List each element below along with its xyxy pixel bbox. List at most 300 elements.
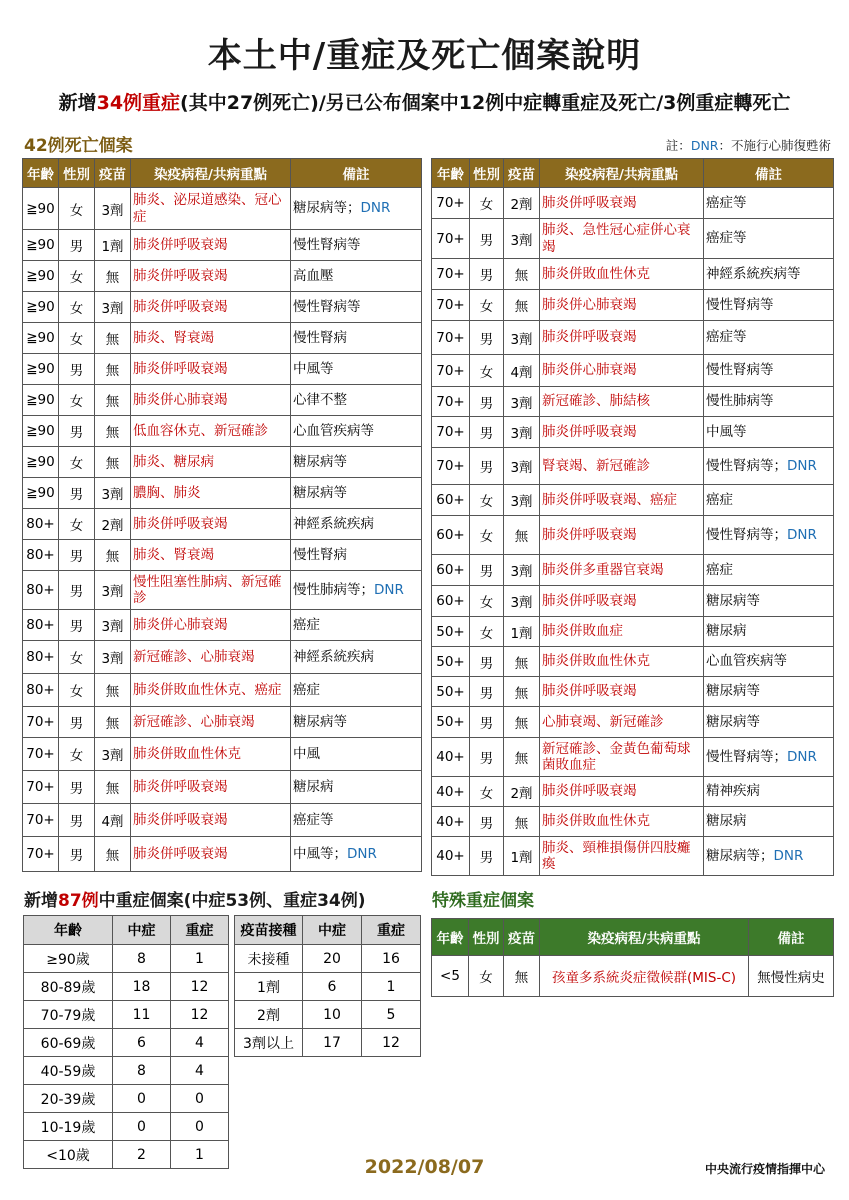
age-cell: ≧90 (23, 447, 59, 478)
subtitle-highlight: 34例重症 (96, 92, 181, 114)
vaccine-cell: 無 (95, 416, 131, 447)
moderate-count: 20 (303, 945, 362, 973)
remarks-cell (291, 354, 422, 385)
special-col-header-remarks: 備註 (749, 919, 834, 956)
table-row (432, 617, 834, 647)
vaccine-cell: 1劑 (95, 230, 131, 261)
remarks-text: 中風等； (293, 845, 347, 862)
remarks-cell (704, 707, 834, 738)
condition-cell: 心肺衰竭、新冠確診 (540, 707, 704, 738)
age-cell: 80+ (23, 509, 59, 540)
condition-cell: 肺炎併敗血性休克 (131, 738, 291, 771)
age-cell: ≧90 (23, 261, 59, 292)
vaccine-breakdown-table (234, 915, 421, 1057)
condition-cell: 肺炎併敗血性休克 (540, 807, 704, 837)
vaccine-cell: 2劑 (504, 777, 540, 807)
condition-cell: 肺炎併呼吸衰竭 (540, 777, 704, 807)
table-row (235, 1029, 421, 1057)
remarks-text: 神經系統疾病 (293, 648, 374, 665)
condition-cell: 肺炎併呼吸衰竭、癌症 (540, 485, 704, 516)
sex-cell: 女 (59, 447, 95, 478)
remarks-text: 心律不整 (293, 391, 347, 408)
condition-cell: 肺炎併呼吸衰竭 (131, 261, 291, 292)
remarks-cell (291, 804, 422, 837)
remarks-cell (291, 447, 422, 478)
remarks-cell (704, 647, 834, 677)
condition-cell: 肺炎併敗血症 (540, 617, 704, 647)
remarks-text: 糖尿病等 (293, 713, 347, 730)
vaccine-cell: 4劑 (504, 355, 540, 387)
remarks-text: 心血管疾病等 (293, 422, 374, 439)
sex-cell: 女 (59, 261, 95, 292)
age-cell: 80+ (23, 610, 59, 641)
moderate-count: 11 (113, 1001, 171, 1029)
age-cell: 70+ (23, 771, 59, 804)
vax-col-header-severe: 重症 (362, 916, 421, 945)
sex-cell: 男 (470, 417, 504, 448)
remarks-text: 糖尿病 (293, 778, 334, 795)
remarks-cell (291, 323, 422, 354)
sex-cell: 女 (59, 385, 95, 416)
death-table-right (431, 158, 834, 876)
sex-cell: 女 (470, 188, 504, 219)
vaccine-cell: 無 (95, 261, 131, 292)
sex-cell: 男 (59, 230, 95, 261)
remarks-text: 慢性腎病等 (293, 298, 361, 315)
moderate-count: 2 (113, 1141, 171, 1169)
moderate-count: 8 (113, 1057, 171, 1085)
remarks-cell (291, 738, 422, 771)
severe-count: 0 (171, 1085, 229, 1113)
moderate-count: 8 (113, 945, 171, 973)
row-label: ≥90歲 (24, 945, 113, 973)
condition-cell: 肺炎併呼吸衰竭 (540, 188, 704, 219)
vaccine-cell: 3劑 (504, 485, 540, 516)
age-cell: 70+ (23, 707, 59, 738)
remarks-cell (291, 261, 422, 292)
sex-cell: 男 (470, 387, 504, 417)
condition-cell: 新冠確診、肺結核 (540, 387, 704, 417)
condition-cell: 新冠確診、心肺衰竭 (131, 641, 291, 674)
table-row (432, 738, 834, 777)
special-age: <5 (432, 956, 469, 997)
remarks-cell (704, 555, 834, 586)
moderate-count: 18 (113, 973, 171, 1001)
remarks-text: 高血壓 (293, 267, 334, 284)
special-col-header-sex: 性別 (469, 919, 504, 956)
remarks-text: 癌症等 (706, 230, 747, 247)
row-label: 20-39歲 (24, 1085, 113, 1113)
condition-cell: 肺炎併多重器官衰竭 (540, 555, 704, 586)
severe-count: 4 (171, 1057, 229, 1085)
table-row (432, 555, 834, 586)
condition-cell: 肺炎併呼吸衰竭 (131, 509, 291, 540)
condition-cell: 肺炎、腎衰竭 (131, 323, 291, 354)
condition-cell: 肺炎併呼吸衰竭 (540, 417, 704, 448)
table-row (432, 707, 834, 738)
col-header-remarks: 備註 (704, 159, 834, 188)
age-cell: 70+ (23, 804, 59, 837)
table-row (23, 804, 422, 837)
subtitle (0, 88, 849, 115)
remarks-cell (704, 837, 834, 876)
table-row (235, 1001, 421, 1029)
age-cell: 70+ (23, 837, 59, 872)
remarks-text: 糖尿病等； (706, 847, 774, 864)
table-row (24, 1029, 229, 1057)
row-label: 80-89歲 (24, 973, 113, 1001)
age-cell: 80+ (23, 641, 59, 674)
sex-cell: 男 (470, 259, 504, 290)
remarks-cell (704, 738, 834, 777)
new-cases-section-title (24, 886, 366, 911)
vaccine-cell: 3劑 (95, 571, 131, 610)
vaccine-cell: 無 (504, 707, 540, 738)
sex-cell: 男 (470, 219, 504, 259)
special-case-table (431, 918, 834, 997)
dnr-tag: DNR (360, 200, 391, 217)
remarks-text: 慢性腎病 (293, 546, 347, 563)
table-row (24, 973, 229, 1001)
vaccine-cell: 3劑 (504, 417, 540, 448)
vaccine-cell: 無 (504, 647, 540, 677)
moderate-count: 0 (113, 1113, 171, 1141)
age-cell: 70+ (432, 417, 470, 448)
table-row (23, 478, 422, 509)
remarks-cell (291, 416, 422, 447)
vax-col-header-moderate: 中症 (303, 916, 362, 945)
dnr-tag: DNR (347, 845, 377, 862)
moderate-count: 6 (303, 973, 362, 1001)
remarks-text: 神經系統疾病等 (706, 265, 801, 282)
sex-cell: 男 (470, 807, 504, 837)
organization-name: 中央流行疫情指揮中心 (704, 1162, 825, 1176)
condition-cell: 膿胸、肺炎 (131, 478, 291, 509)
severe-count: 4 (171, 1029, 229, 1057)
sex-cell: 男 (59, 804, 95, 837)
condition-cell: 肺炎併敗血性休克、癌症 (131, 674, 291, 707)
sex-cell: 女 (470, 586, 504, 617)
remarks-text: 癌症 (293, 616, 320, 633)
remarks-cell (704, 516, 834, 555)
sex-cell: 女 (59, 641, 95, 674)
vaccine-cell: 無 (504, 807, 540, 837)
table-row (432, 448, 834, 485)
sex-cell: 男 (470, 738, 504, 777)
condition-cell: 肺炎、急性冠心症併心衰竭 (540, 219, 704, 259)
condition-cell: 肺炎、頸椎損傷併四肢癱瘓 (540, 837, 704, 876)
moderate-count: 0 (113, 1085, 171, 1113)
col-header-condition: 染疫病程/共病重點 (540, 159, 704, 188)
vaccine-cell: 3劑 (504, 387, 540, 417)
sex-cell: 男 (59, 354, 95, 385)
row-label: 10-19歲 (24, 1113, 113, 1141)
severe-count: 16 (362, 945, 421, 973)
remarks-text: 糖尿病等 (706, 592, 760, 609)
remarks-text: 糖尿病等 (293, 453, 347, 470)
condition-cell: 肺炎、腎衰竭 (131, 540, 291, 571)
condition-cell: 肺炎併呼吸衰竭 (540, 677, 704, 707)
age-cell: 80+ (23, 540, 59, 571)
condition-cell: 肺炎併呼吸衰竭 (540, 516, 704, 555)
condition-cell: 肺炎併心肺衰竭 (131, 385, 291, 416)
age-cell: ≧90 (23, 478, 59, 509)
condition-cell: 肺炎、泌尿道感染、冠心症 (131, 188, 291, 230)
table-row (432, 355, 834, 387)
age-cell: 60+ (432, 555, 470, 586)
moderate-count: 6 (113, 1029, 171, 1057)
sex-cell: 女 (470, 290, 504, 321)
table-row (23, 837, 422, 872)
row-label: <10歲 (24, 1141, 113, 1169)
age-cell: ≧90 (23, 188, 59, 230)
table-row (23, 416, 422, 447)
vaccine-cell: 1劑 (504, 617, 540, 647)
table-row (23, 674, 422, 707)
remarks-text: 癌症等 (706, 329, 747, 346)
table-row (432, 387, 834, 417)
sex-cell: 女 (470, 485, 504, 516)
severe-count: 12 (171, 1001, 229, 1029)
col-header-vaccine: 疫苗 (504, 159, 540, 188)
row-label: 60-69歲 (24, 1029, 113, 1057)
table-row (432, 188, 834, 219)
severe-count: 5 (362, 1001, 421, 1029)
age-cell: 40+ (432, 738, 470, 777)
remarks-cell (704, 617, 834, 647)
table-row (432, 516, 834, 555)
row-label: 40-59歲 (24, 1057, 113, 1085)
vaccine-cell: 無 (95, 540, 131, 571)
remarks-cell (291, 230, 422, 261)
table-row (24, 945, 229, 973)
row-label: 2劑 (235, 1001, 303, 1029)
remarks-cell (291, 837, 422, 872)
vaccine-cell: 3劑 (504, 586, 540, 617)
remarks-text: 慢性腎病 (293, 329, 347, 346)
remarks-cell (704, 586, 834, 617)
condition-cell: 肺炎併呼吸衰竭 (540, 321, 704, 355)
remarks-text: 癌症 (706, 491, 733, 508)
vaccine-cell: 3劑 (504, 219, 540, 259)
table-row (23, 540, 422, 571)
remarks-cell (704, 677, 834, 707)
condition-cell: 腎衰竭、新冠確診 (540, 448, 704, 485)
age-cell: 70+ (432, 355, 470, 387)
remarks-text: 糖尿病等 (293, 484, 347, 501)
table-row (23, 292, 422, 323)
condition-cell: 肺炎併呼吸衰竭 (540, 586, 704, 617)
remarks-cell (291, 641, 422, 674)
age-cell: 80+ (23, 674, 59, 707)
condition-cell: 新冠確診、心肺衰竭 (131, 707, 291, 738)
table-row (23, 188, 422, 230)
table-row (432, 647, 834, 677)
sex-cell: 女 (470, 355, 504, 387)
remarks-cell (704, 259, 834, 290)
remarks-cell (704, 387, 834, 417)
severe-count: 0 (171, 1113, 229, 1141)
sex-cell: 女 (470, 617, 504, 647)
dnr-note-prefix: 註： (665, 138, 691, 153)
row-label: 1劑 (235, 973, 303, 1001)
col-header-age: 年齡 (23, 159, 59, 188)
age-cell: 70+ (432, 219, 470, 259)
table-row (432, 807, 834, 837)
sex-cell: 女 (59, 188, 95, 230)
col-header-age: 年齡 (432, 159, 470, 188)
remarks-cell (291, 771, 422, 804)
sex-cell: 男 (470, 448, 504, 485)
remarks-cell (291, 292, 422, 323)
remarks-text: 心血管疾病等 (706, 653, 787, 670)
vaccine-cell: 無 (95, 674, 131, 707)
sex-cell: 女 (59, 292, 95, 323)
remarks-text: 神經系統疾病 (293, 515, 374, 532)
col-header-sex: 性別 (59, 159, 95, 188)
age-cell: 70+ (432, 290, 470, 321)
special-vaccine: 無 (504, 956, 540, 997)
row-label: 70-79歲 (24, 1001, 113, 1029)
age-cell: 80+ (23, 571, 59, 610)
sex-cell: 女 (470, 777, 504, 807)
vax-col-header-vaccine: 疫苗接種 (235, 916, 303, 945)
sex-cell: 男 (470, 837, 504, 876)
special-remarks: 無慢性病史 (749, 956, 834, 997)
age-cell: ≧90 (23, 416, 59, 447)
sex-cell: 男 (59, 478, 95, 509)
age-cell: 50+ (432, 647, 470, 677)
dnr-tag: DNR (787, 748, 817, 765)
remarks-text: 慢性腎病等； (706, 526, 787, 543)
condition-cell: 肺炎併呼吸衰竭 (131, 771, 291, 804)
special-col-header-condition: 染疫病程/共病重點 (540, 919, 749, 956)
remarks-text: 糖尿病等 (706, 713, 760, 730)
condition-cell: 肺炎併心肺衰竭 (131, 610, 291, 641)
remarks-text: 慢性肺病等 (706, 393, 774, 410)
vaccine-cell: 無 (95, 837, 131, 872)
age-cell: 70+ (432, 188, 470, 219)
table-row (24, 1085, 229, 1113)
vaccine-cell: 無 (95, 385, 131, 416)
subtitle-part-1: 新增 (58, 92, 97, 114)
remarks-cell (291, 540, 422, 571)
age-col-header-age: 年齡 (24, 916, 113, 945)
sex-cell: 男 (470, 647, 504, 677)
sex-cell: 男 (59, 771, 95, 804)
vaccine-cell: 2劑 (504, 188, 540, 219)
table-row (432, 837, 834, 876)
sex-cell: 男 (470, 707, 504, 738)
remarks-cell (291, 674, 422, 707)
remarks-text: 糖尿病等； (293, 200, 361, 217)
remarks-text: 糖尿病 (706, 813, 747, 830)
remarks-cell (704, 807, 834, 837)
table-row (23, 610, 422, 641)
table-row (432, 417, 834, 448)
vaccine-cell: 3劑 (95, 641, 131, 674)
age-breakdown-table (23, 915, 229, 1169)
condition-cell: 慢性阻塞性肺病、新冠確診 (131, 571, 291, 610)
dnr-note-term: DNR (690, 138, 719, 153)
vaccine-cell: 無 (95, 354, 131, 385)
table-row (24, 1113, 229, 1141)
remarks-cell (704, 321, 834, 355)
remarks-text: 糖尿病等 (706, 683, 760, 700)
report-date: 2022/08/07 (364, 1156, 485, 1178)
vaccine-cell: 3劑 (95, 738, 131, 771)
vaccine-cell: 無 (504, 259, 540, 290)
age-col-header-moderate: 中症 (113, 916, 171, 945)
table-row (23, 571, 422, 610)
remarks-cell (291, 509, 422, 540)
age-cell: 70+ (23, 738, 59, 771)
age-cell: 50+ (432, 707, 470, 738)
remarks-text: 精神疾病 (706, 783, 760, 800)
remarks-text: 慢性腎病等； (706, 748, 787, 765)
col-header-sex: 性別 (470, 159, 504, 188)
special-section-title: 特殊重症個案 (432, 891, 534, 911)
remarks-cell (704, 448, 834, 485)
sex-cell: 男 (59, 837, 95, 872)
age-cell: ≧90 (23, 292, 59, 323)
severe-count: 1 (362, 973, 421, 1001)
table-row (432, 321, 834, 355)
condition-cell: 肺炎併心肺衰竭 (540, 355, 704, 387)
severe-count: 12 (171, 973, 229, 1001)
condition-cell: 肺炎併呼吸衰竭 (131, 230, 291, 261)
vaccine-cell: 無 (95, 447, 131, 478)
table-row (23, 230, 422, 261)
condition-cell: 肺炎併心肺衰竭 (540, 290, 704, 321)
table-row (432, 259, 834, 290)
sex-cell: 女 (59, 674, 95, 707)
col-header-condition: 染疫病程/共病重點 (131, 159, 291, 188)
vaccine-cell: 1劑 (504, 837, 540, 876)
table-row (23, 447, 422, 478)
sex-cell: 男 (470, 321, 504, 355)
row-label: 3劑以上 (235, 1029, 303, 1057)
condition-cell: 肺炎併呼吸衰竭 (131, 837, 291, 872)
severe-count: 1 (171, 1141, 229, 1169)
table-row (432, 290, 834, 321)
col-header-vaccine: 疫苗 (95, 159, 131, 188)
vaccine-cell: 無 (95, 707, 131, 738)
age-cell: 40+ (432, 807, 470, 837)
remarks-cell (291, 571, 422, 610)
sex-cell: 女 (59, 323, 95, 354)
dnr-note (666, 136, 831, 154)
condition-cell: 低血容休克、新冠確診 (131, 416, 291, 447)
remarks-cell (291, 385, 422, 416)
remarks-text: 慢性腎病等 (706, 296, 774, 313)
remarks-text: 慢性腎病等 (706, 362, 774, 379)
remarks-text: 中風等 (293, 360, 334, 377)
table-row (432, 586, 834, 617)
table-row (235, 973, 421, 1001)
page-title: 本土中/重症及死亡個案說明 (207, 36, 642, 76)
age-cell: 50+ (432, 677, 470, 707)
table-row (23, 261, 422, 292)
remarks-text: 癌症等 (706, 194, 747, 211)
age-cell: 70+ (432, 321, 470, 355)
vaccine-cell: 3劑 (95, 292, 131, 323)
subtitle-part-3: (其中27例死亡)/另已公布個案中12例中症轉重症及死亡/3例重症轉死亡 (180, 92, 791, 114)
table-row (432, 485, 834, 516)
sex-cell: 男 (470, 555, 504, 586)
age-cell: 70+ (432, 387, 470, 417)
vaccine-cell: 無 (95, 323, 131, 354)
